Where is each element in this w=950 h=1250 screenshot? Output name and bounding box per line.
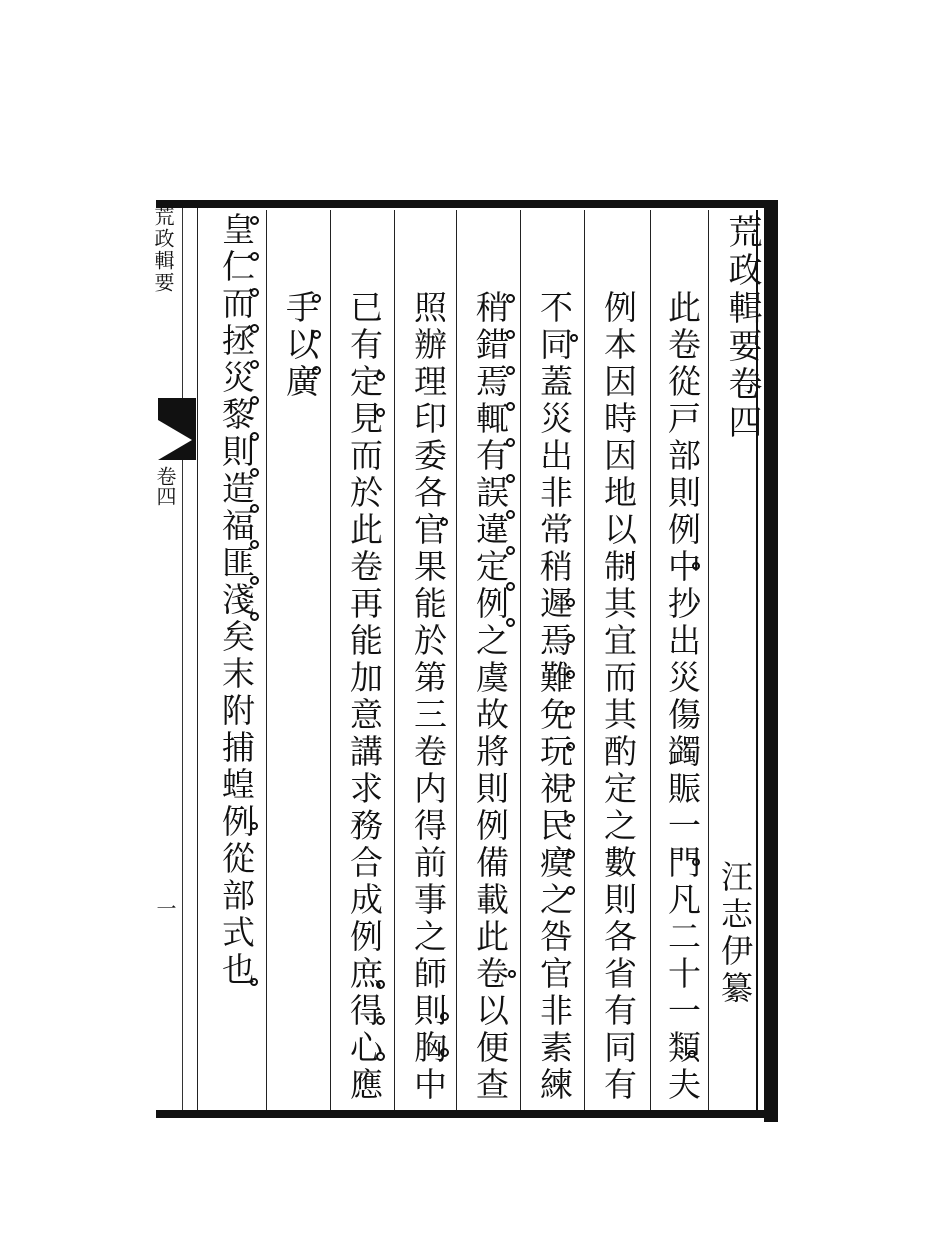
emphasis-marks [566, 598, 578, 922]
column-text: 已有定見而於此卷再能加意講求務合成例庶得心應 [345, 290, 384, 1104]
column-text: 稍錯焉輒有誤違定例之虞故將則例備載此卷以便查 [471, 290, 510, 1104]
column-rule [394, 210, 395, 1110]
text-column-7 [274, 290, 326, 1180]
text-column-1 [656, 290, 708, 1180]
column-text: 例本因時因地以制其宜而其酌定之數則各省有同有 [599, 290, 638, 1104]
punctuation-mark [250, 822, 258, 830]
margin-strip [151, 200, 198, 1118]
margin-rule [182, 208, 183, 1110]
fish-tail-notch [158, 420, 192, 460]
punctuation-mark [570, 334, 578, 342]
emphasis-marks [250, 216, 262, 648]
punctuation-mark [626, 556, 634, 564]
margin-title: 荒政輯要 [151, 206, 175, 294]
author-credit: 汪志伊纂 [716, 860, 754, 1008]
column-text: 照辦理印委各官果能於第三卷内得前事之師則胸中 [409, 290, 448, 1104]
emphasis-marks [376, 980, 388, 1088]
emphasis-marks [506, 294, 518, 654]
emphasis-marks [312, 294, 324, 402]
emphasis-marks [440, 1012, 452, 1084]
punctuation-mark [250, 978, 258, 986]
column-rule [330, 210, 331, 1110]
column-rule [520, 210, 521, 1110]
punctuation-mark [440, 518, 448, 526]
column-rule [650, 210, 651, 1110]
margin-page-number: 一 [153, 898, 177, 918]
column-text: 皇仁而拯災黎則造福匪淺矣末附捕蝗例從部式也 [217, 212, 256, 989]
column-rule [708, 210, 709, 1110]
punctuation-mark [688, 1050, 696, 1058]
punctuation-mark [692, 858, 700, 866]
column-rule [266, 210, 267, 1110]
punctuation-mark [508, 970, 516, 978]
column-text: 此卷從戸部則例中抄出災傷蠲賑一門凡二十一類夫 [663, 290, 702, 1104]
column-rule [456, 210, 457, 1110]
column-text: 不同蓋災出非常稍遲焉難免玩視民瘼之咎官非素練 [535, 290, 574, 1104]
volume-title: 荒政輯要卷四 [722, 214, 762, 442]
emphasis-marks [376, 372, 388, 444]
text-column-2 [592, 290, 644, 1180]
column-text: 手以廣 [281, 290, 320, 401]
column-rule [584, 210, 585, 1110]
punctuation-mark [692, 562, 700, 570]
margin-volume: 卷四 [153, 466, 177, 506]
